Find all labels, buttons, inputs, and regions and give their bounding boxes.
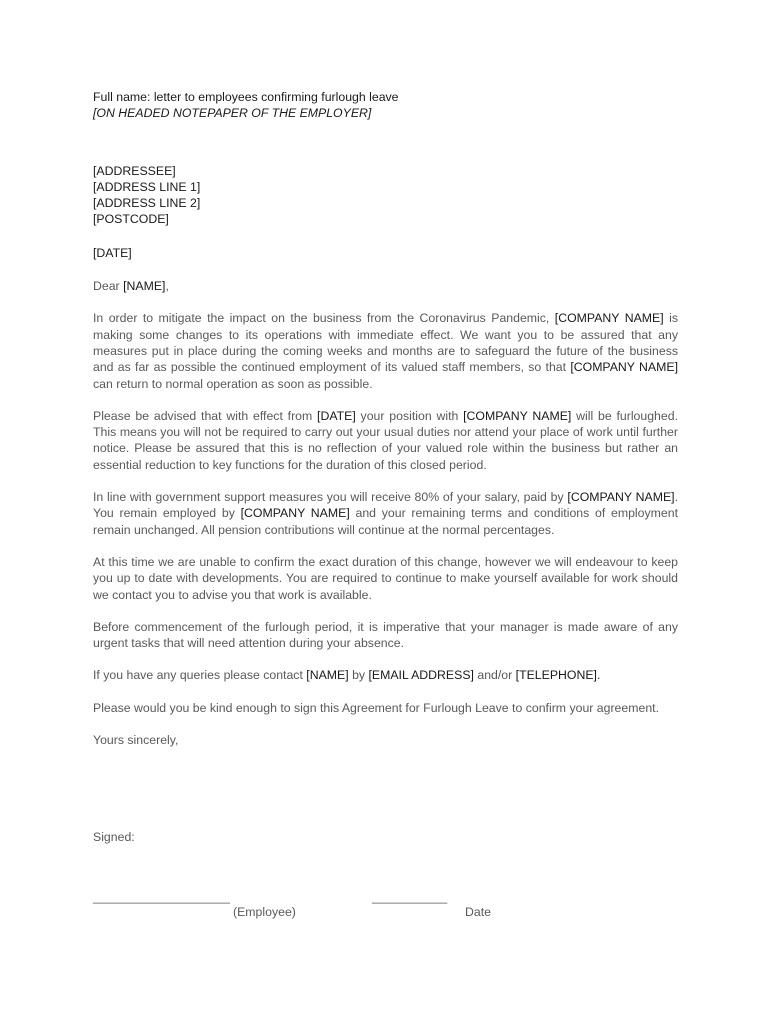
paragraph-7: Please would you be kind enough to sign this Agreement for Furlough Leave to confirm your agreement. [93, 700, 659, 715]
letter-subtitle: [ON HEADED NOTEPAPER OF THE EMPLOYER] [93, 106, 372, 121]
closing: Yours sincerely, [93, 733, 179, 748]
letter-title: Full name: letter to employees confirming furlough leave [93, 90, 399, 104]
paragraph-2: Please be advised that with effect from [DATE] your position with [COMPANY NAME] will be furloughed. This means you will not be required to carry out your usual duties nor attend your place of work until further notice. Please be assured that this is no reflection of your valued role within the business but rather an essential reduction to key functions for the duration of this closed period. [93, 408, 678, 472]
signed-label: Signed: [93, 830, 135, 845]
address-line-1: [ADDRESS LINE 1] [93, 179, 201, 194]
employee-label: (Employee) [233, 905, 296, 919]
paragraph-6: If you have any queries please contact [NAME] by [EMAIL ADDRESS] and/or [TELEPHONE]. [93, 668, 601, 683]
postcode: [POSTCODE] [93, 212, 169, 227]
letter-body [93, 89, 678, 846]
salutation-name: [NAME] [123, 279, 166, 294]
date-label: Date [465, 905, 491, 919]
address-line-2: [ADDRESS LINE 2] [93, 196, 201, 211]
paragraph-3: In line with government support measures you will receive 80% of your salary, paid by [COMPANY NAME]. You remain employed by [COMPANY NAME] and your remaining terms and conditions of employment remain unchanged. All pension contributions will continue at the normal percentages. [93, 490, 678, 537]
paragraph-4: At this time we are unable to confirm the exact duration of this change, however we will endeavour to keep you up to date with developments. You are required to continue to make yourself available for work should we contact you to advise you that work is available. [93, 554, 678, 602]
address-block [93, 163, 678, 228]
signature-block [93, 889, 693, 929]
salutation: Dear [NAME], [93, 279, 169, 294]
letter-date: [DATE] [93, 245, 132, 260]
addressee: [ADDRESSEE] [93, 163, 176, 178]
employee-signature-line: ____________________ [93, 890, 230, 904]
paragraph-5: Before commencement of the furlough period, it is imperative that your manager is made aware of any urgent tasks that will need attention during your absence. [93, 619, 678, 651]
date-signature-line: ___________ [372, 890, 448, 904]
paragraph-1: In order to mitigate the impact on the business from the Coronavirus Pandemic, [COMPANY NAME] is making some changes to its operations with immediate effect. We want you to be assured that any measures put in place during the coming weeks and months are to safeguard the future of the business and as far as possible the continued employment of its valued staff members, so that [COMPANY NAME] can return to normal operation as soon as possible. [93, 311, 678, 391]
